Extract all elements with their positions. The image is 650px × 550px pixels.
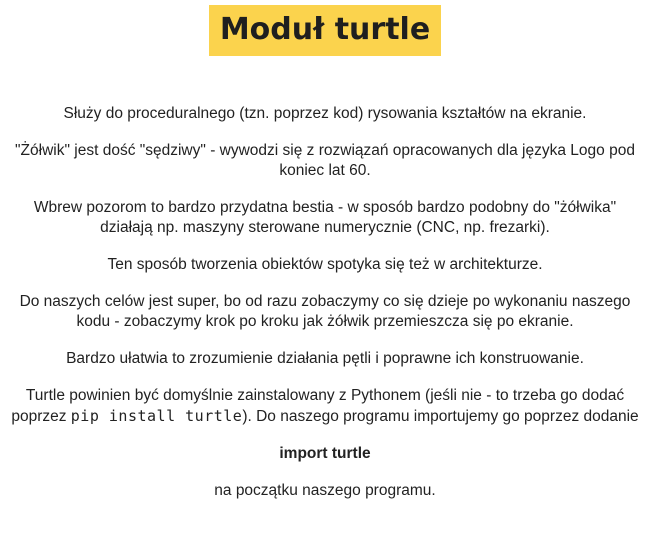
title-container — [0, 5, 650, 56]
content — [8, 104, 642, 518]
paragraph-architecture: Ten sposób tworzenia obiektów spotyka się też w architekturze. — [107, 256, 543, 273]
install-command: pip install turtle — [70, 407, 243, 425]
install-text-before: Turtle powinien być domyślnie zainstalowany z Pythonem (jeśli nie - to trzeba go dodać poprzez — [11, 387, 625, 425]
install-text-after: ). Do naszego programu importujemy go poprzez dodanie — [242, 408, 639, 425]
paragraph-purpose: Służy do proceduralnego (tzn. poprzez kod) rysowania kształtów na ekranie. — [63, 105, 587, 122]
paragraph-closing: na początku naszego programu. — [214, 482, 436, 499]
paragraph-loops: Bardzo ułatwia to zrozumienie działania pętli i poprawne ich konstruowanie. — [66, 350, 584, 367]
page-title: Moduł turtle — [209, 5, 441, 56]
paragraph-goals: Do naszych celów jest super, bo od razu zobaczymy co się dzieje po wykonaniu naszego kodu - zobaczymy krok po kroku jak żółwik przemieszcza się po ekranie. — [19, 293, 631, 330]
import-statement: import turtle — [279, 445, 371, 462]
paragraph-usefulness: Wbrew pozorom to bardzo przydatna bestia - w sposób bardzo podobny do "żółwika" działają np. maszyny sterowane numerycznie (CNC, np. frezarki). — [33, 199, 617, 236]
paragraph-history: "Żółwik" jest dość "sędziwy" - wywodzi się z rozwiązań opracowanych dla języka Logo pod koniec lat 60. — [15, 142, 635, 179]
paragraph-install — [8, 386, 642, 427]
